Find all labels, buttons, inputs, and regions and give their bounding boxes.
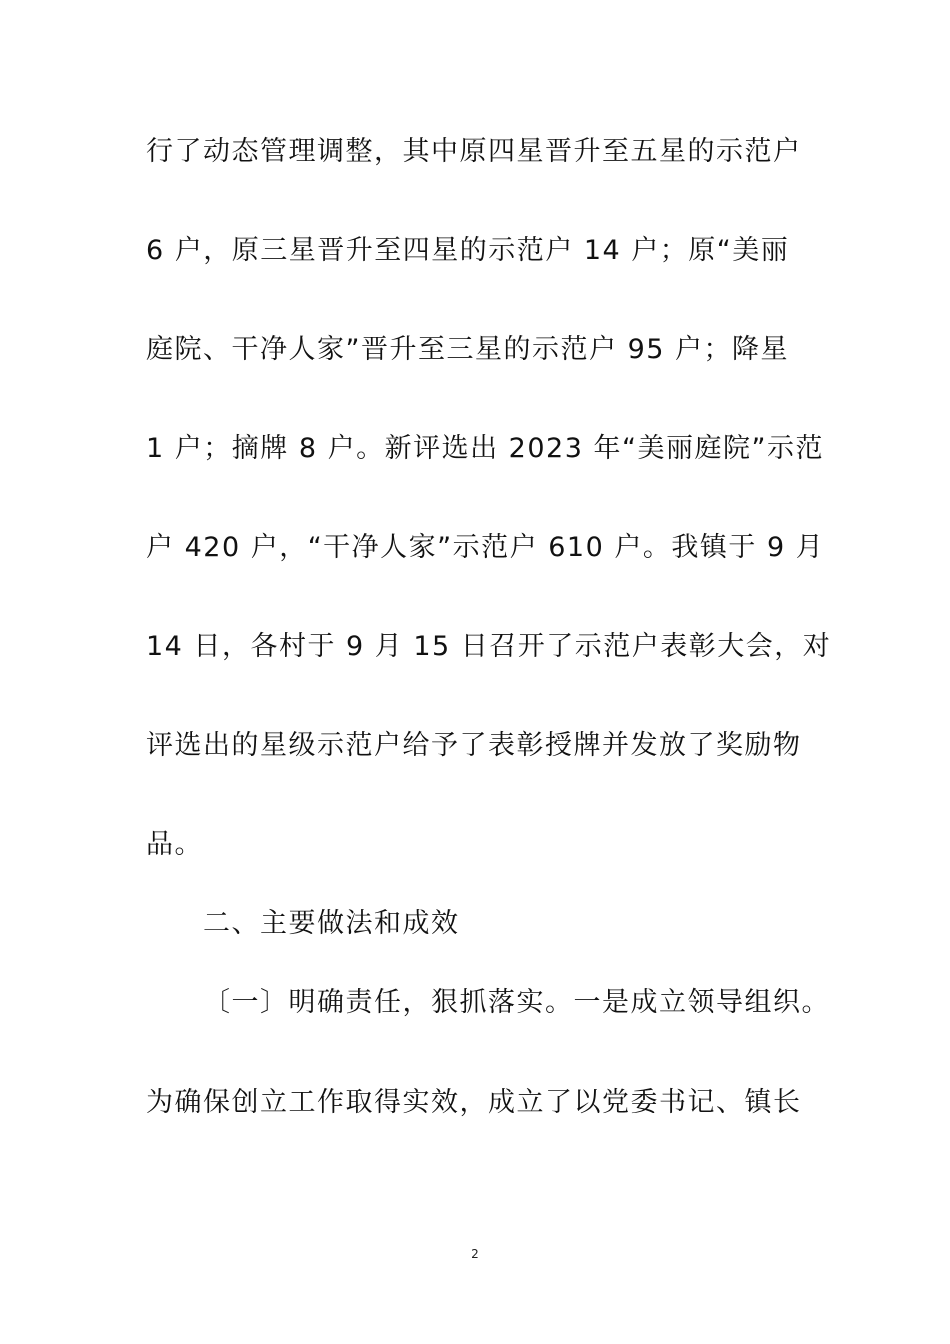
body-text-line-3: 庭院、干净人家”晋升至三星的示范户 95 户；降星 — [146, 334, 790, 365]
body-text-line-9: 为确保创立工作取得实效，成立了以党委书记、镇长 — [146, 1087, 802, 1118]
body-text-line-7: 评选出的星级示范户给予了表彰授牌并发放了奖励物 — [146, 730, 802, 761]
section-heading: 二、主要做法和成效 — [203, 908, 460, 939]
body-text-line-8: 品。 — [146, 829, 203, 860]
page-number: 2 — [471, 1247, 479, 1261]
body-text-line-4: 1 户；摘牌 8 户。新评选出 2023 年“美丽庭院”示范 — [146, 433, 824, 464]
subsection-heading: 〔一〕明确责任，狠抓落实。一是成立领导组织。 — [203, 987, 830, 1018]
body-text-line-1: 行了动态管理调整，其中原四星晋升至五星的示范户 — [146, 136, 802, 167]
body-text-line-2: 6 户，原三星晋升至四星的示范户 14 户；原“美丽 — [146, 235, 790, 266]
body-text-line-5: 户 420 户，“干净人家”示范户 610 户。我镇于 9 月 — [146, 532, 825, 563]
body-text-line-6: 14 日，各村于 9 月 15 日召开了示范户表彰大会，对 — [146, 631, 832, 662]
